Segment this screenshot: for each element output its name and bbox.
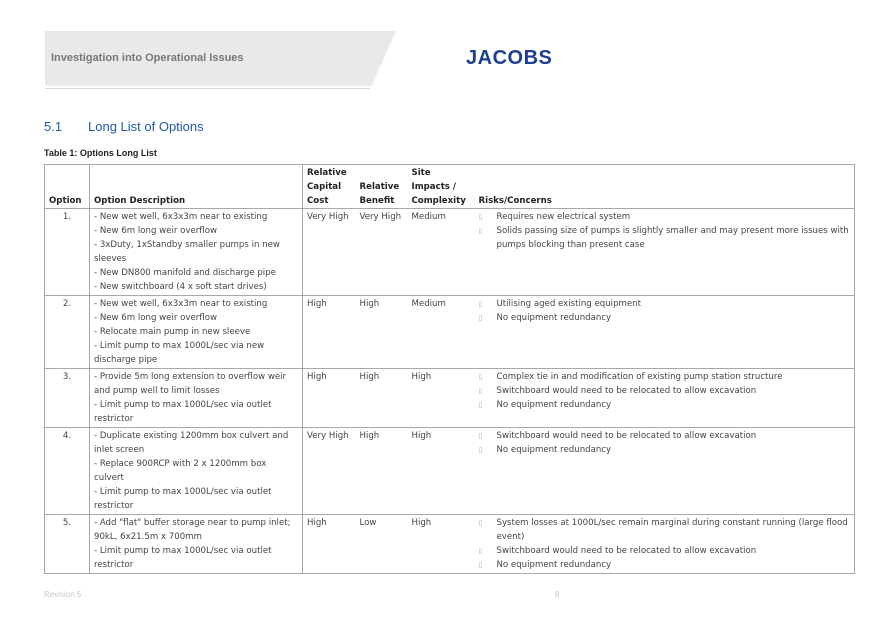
table-row [45,515,855,574]
bullet-icon: ▯ [478,300,483,308]
relative-benefit: High [356,428,408,515]
section-number: 5.1 [44,119,63,134]
jacobs-logo: JACOBS [466,47,553,69]
risks-concerns: ▯ Utilising aged existing equipment ▯ No equipment redundancy [475,296,855,369]
col-header-description: Option Description [90,165,303,209]
risks-concerns: ▯ Switchboard would need to be relocated to allow excavation ▯ No equipment redundancy [475,428,855,515]
footer-revision: Revision 5 [44,590,82,599]
option-description: - Provide 5m long extension to overflow weir and pump well to limit losses - Limit pump to max 1000L/sec via outlet restrictor [90,369,303,428]
bullet-icon: ▯ [478,373,483,381]
table-row [45,428,855,515]
options-table [44,164,855,574]
option-number: 1. [45,209,90,296]
col-header-site: Site Impacts / Complexity [408,165,475,209]
risks-concerns: ▯ Complex tie in and modification of existing pump station structure ▯ Switchboard would need to be relocated to allow excavation ▯ No equipment redundancy [475,369,855,428]
option-number: 4. [45,428,90,515]
col-header-option: Option [45,165,90,209]
site-impacts: Medium [408,296,475,369]
option-description: - New wet well, 6x3x3m near to existing - New 6m long weir overflow - 3xDuty, 1xStandby smaller pumps in new sleeves - New DN800 manifold and discharge pipe - New switchboard (4 x soft start drives) [90,209,303,296]
option-description: - New wet well, 6x3x3m near to existing - New 6m long weir overflow - Relocate main pump in new sleeve - Limit pump to max 1000L/sec via new discharge pipe [90,296,303,369]
site-impacts: High [408,428,475,515]
relative-capital-cost: High [303,296,356,369]
option-number: 2. [45,296,90,369]
bullet-icon: ▯ [478,547,483,555]
relative-benefit: High [356,369,408,428]
col-header-risks: Risks/Concerns [475,165,855,209]
option-number: 3. [45,369,90,428]
table-row [45,296,855,369]
relative-benefit: High [356,296,408,369]
table-header-row [45,165,855,209]
bullet-icon: ▯ [478,387,483,395]
bullet-icon: ▯ [478,432,483,440]
bullet-icon: ▯ [478,401,483,409]
relative-benefit: Low [356,515,408,574]
bullet-icon: ▯ [478,314,483,322]
site-impacts: High [408,515,475,574]
section-title: Long List of Options [88,119,204,134]
bullet-icon: ▯ [478,446,483,454]
relative-capital-cost: Very High [303,209,356,296]
relative-benefit: Very High [356,209,408,296]
document-title: Investigation into Operational Issues [51,52,244,64]
relative-capital-cost: High [303,515,356,574]
header-divider [45,88,370,89]
risks-concerns: ▯ Requires new electrical system ▯ Solids passing size of pumps is slightly smaller and may present more issues with pumps blocking than present case [475,209,855,296]
col-header-benefit: Relative Benefit [356,165,408,209]
risks-concerns: ▯ System losses at 1000L/sec remain marginal during constant running (large flood event) ▯ Switchboard would need to be relocated to allow excavation ▯ No equipment redundancy [475,515,855,574]
bullet-icon: ▯ [478,213,483,221]
bullet-icon: ▯ [478,519,483,527]
bullet-icon: ▯ [478,561,483,569]
col-header-cost: Relative Capital Cost [303,165,356,209]
option-description: - Add "flat" buffer storage near to pump inlet; 90kL, 6x21.5m x 700mm - Limit pump to max 1000L/sec via outlet restrictor [90,515,303,574]
relative-capital-cost: High [303,369,356,428]
footer-page-number: 8 [555,590,560,599]
table-row [45,209,855,296]
site-impacts: High [408,369,475,428]
option-number: 5. [45,515,90,574]
table-row [45,369,855,428]
site-impacts: Medium [408,209,475,296]
option-description: - Duplicate existing 1200mm box culvert and inlet screen - Replace 900RCP with 2 x 1200mm box culvert - Limit pump to max 1000L/sec via outlet restrictor [90,428,303,515]
bullet-icon: ▯ [478,227,483,235]
relative-capital-cost: Very High [303,428,356,515]
table-caption: Table 1: Options Long List [44,148,157,158]
section-heading [44,119,204,134]
